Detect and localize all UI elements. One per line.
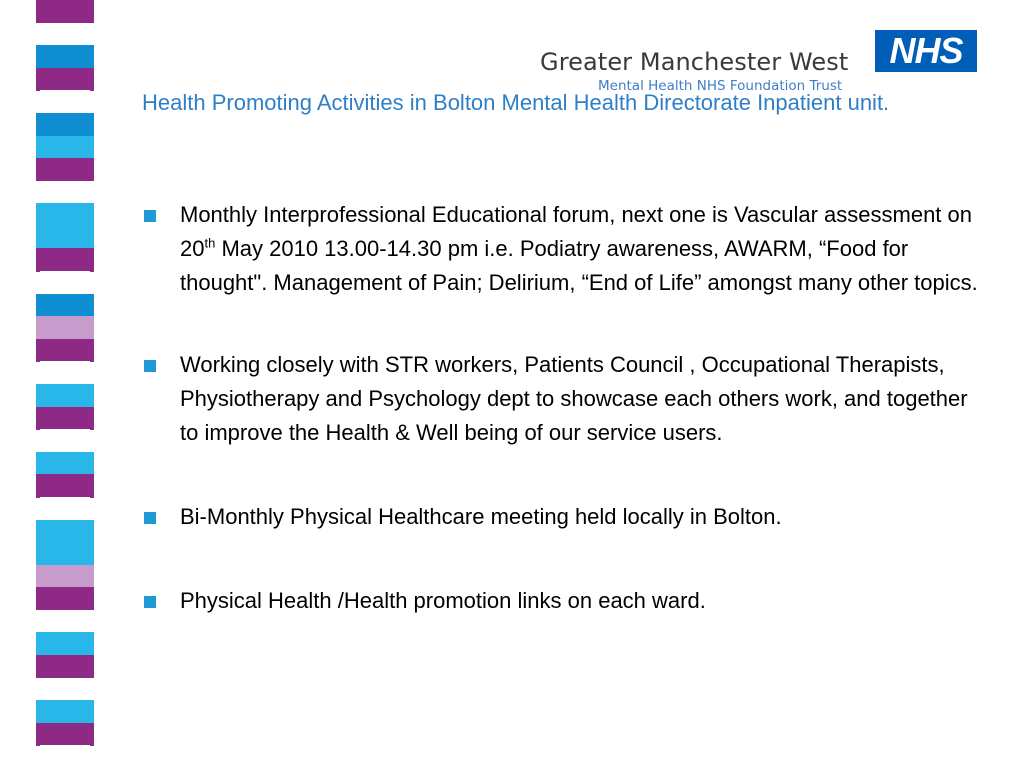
stripe-band (36, 248, 94, 271)
bullet-item-meeting (142, 500, 992, 534)
trust-name: Greater Manchester West (540, 48, 849, 76)
stripe-band (36, 203, 94, 226)
stripe-band (36, 339, 94, 362)
stripe-band (36, 565, 94, 588)
stripe-band (40, 90, 90, 113)
decorative-stripe (0, 0, 100, 768)
bullet-item-links (142, 584, 992, 618)
stripe-band (36, 520, 94, 543)
stripe-band (40, 497, 90, 520)
nhs-logo: NHS (875, 30, 977, 72)
stripe-band (36, 294, 94, 317)
bullet-superscript: th (204, 235, 216, 251)
stripe-band (36, 113, 94, 136)
trust-subtitle: Mental Health NHS Foundation Trust (598, 78, 843, 94)
stripe-band (36, 0, 94, 23)
stripe-band (36, 407, 94, 430)
bullet-item-collaboration (142, 348, 992, 450)
stripe-band (36, 45, 94, 68)
square-bullet-icon (144, 596, 156, 608)
stripe-band (36, 474, 94, 497)
square-bullet-icon (144, 512, 156, 524)
stripe-band (36, 316, 94, 339)
stripe-band (36, 655, 94, 678)
stripe-band (36, 542, 94, 565)
stripe-band (40, 429, 90, 452)
stripe-band (40, 181, 90, 204)
stripe-band (40, 361, 90, 384)
bullet-text-forum-b: May 2010 13.00-14.30 pm i.e. Podiatry awareness, AWARM, “Food for thought". Management of Pain; Delirium, “End of Life” amongst many other topics. (180, 236, 978, 295)
stripe-band (40, 610, 90, 633)
bullet-text-collaboration: Working closely with STR workers, Patients Council , Occupational Therapists, Physiotherapy and Psychology dept to showcase each others work, and together to improve the Health & Well being of our service users. (180, 352, 968, 445)
bullet-item-forum (142, 198, 992, 300)
bullet-text-links: Physical Health /Health promotion links on each ward. (180, 588, 706, 613)
square-bullet-icon (144, 360, 156, 372)
stripe-band (36, 587, 94, 610)
stripe-band (36, 384, 94, 407)
stripe-band (36, 226, 94, 249)
stripe-band (36, 68, 94, 91)
stripe-band (36, 632, 94, 655)
stripe-band (36, 700, 94, 723)
stripe-band (40, 271, 90, 294)
bullet-text-meeting: Bi-Monthly Physical Healthcare meeting held locally in Bolton. (180, 504, 782, 529)
stripe-band (40, 23, 90, 46)
bullet-list (142, 198, 992, 618)
stripe-band (36, 452, 94, 475)
stripe-band (40, 745, 90, 768)
stripe-band (36, 136, 94, 159)
bullet-text-forum-a: Monthly Interprofessional Educational forum, next one is Vascular assessment on 20 (180, 202, 972, 261)
slide-title: Health Promoting Activities in Bolton Mental Health Directorate Inpatient unit. (142, 90, 890, 115)
stripe-band (36, 158, 94, 181)
stripe-band (40, 678, 90, 701)
square-bullet-icon (144, 210, 156, 222)
stripe-band (36, 723, 94, 746)
